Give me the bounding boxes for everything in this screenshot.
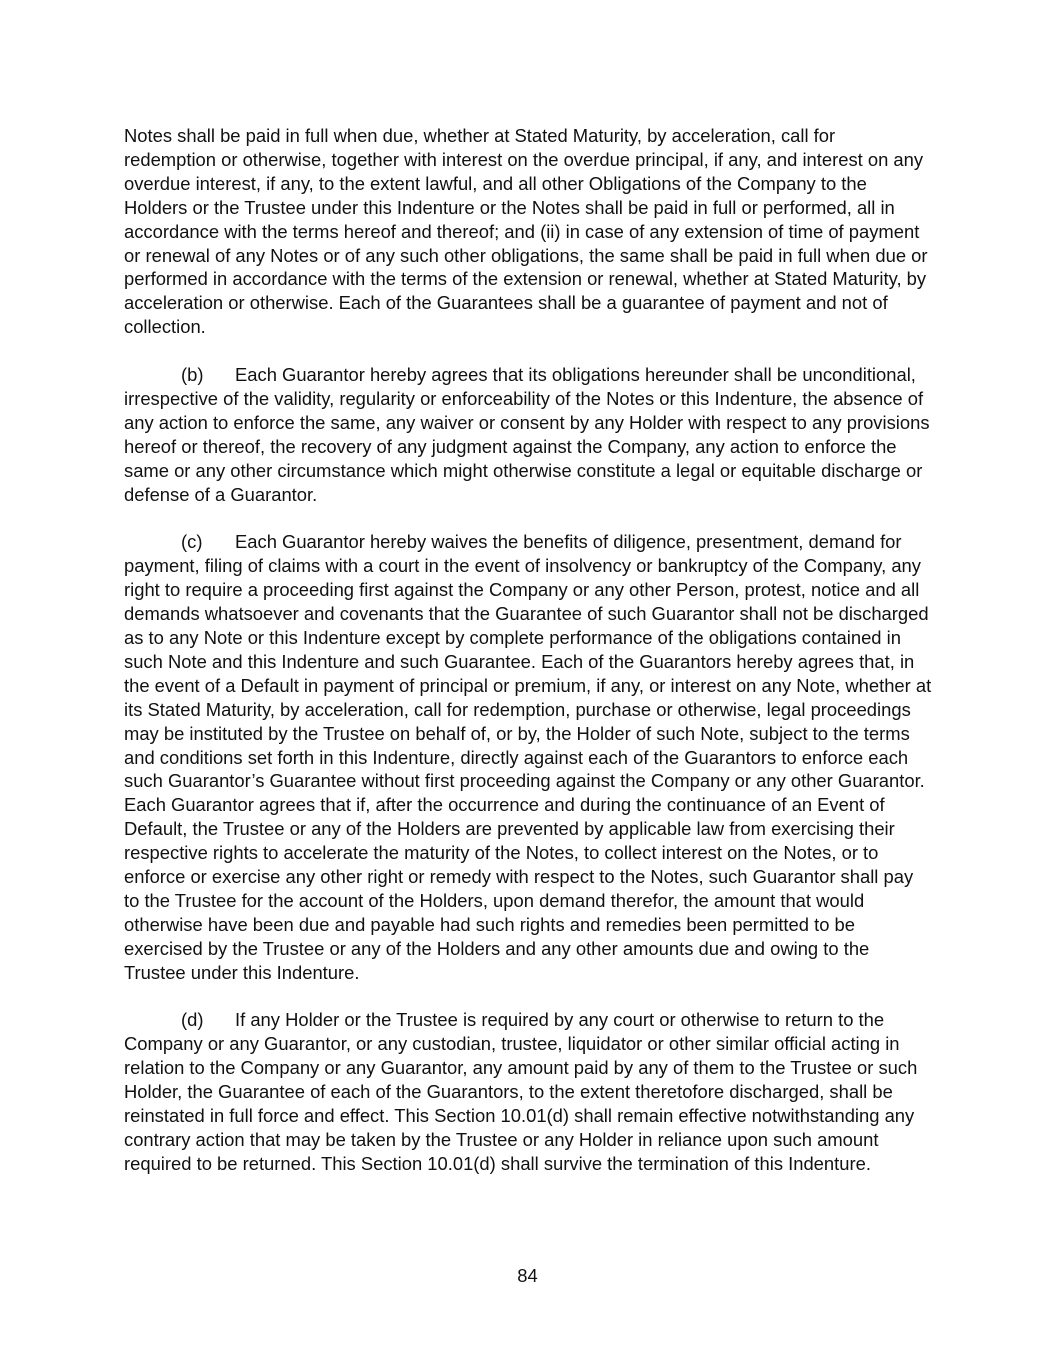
paragraph-label: (d)	[181, 1009, 204, 1031]
paragraph-text: Notes shall be paid in full when due, whether at Stated Maturity, by acceleration, call for redemption or otherwise, together with interest on the overdue principal, if any, and interest on any overdue interest, if any, to the extent lawful, and all other Obligations of the Company to the Holders or the Trustee under this Indenture or the Notes shall be paid in full or performed, all in accordance with the terms hereof and thereof; and (ii) in case of any extension of time of payment or renewal of any Notes or of any such other obligations, the same shall be paid in full when due or performed in accordance with the terms of the extension or renewal, whether at Stated Maturity, by acceleration or otherwise. Each of the Guarantees shall be a guarantee of payment and not of collection.	[124, 125, 928, 338]
paragraph-d	[124, 1008, 932, 1175]
paragraph-text: Each Guarantor hereby agrees that its obligations hereunder shall be unconditional, irrespective of the validity, regularity or enforceability of the Notes or this Indenture, the absence of any action to enforce the same, any waiver or consent by any Holder with respect to any provisions hereof or thereof, the recovery of any judgment against the Company, any action to enforce the same or any other circumstance which might otherwise constitute a legal or equitable discharge or defense of a Guarantor.	[124, 364, 930, 505]
paragraph-label: (b)	[181, 364, 204, 386]
paragraph-b	[124, 363, 932, 506]
paragraph-label: (c)	[181, 531, 203, 553]
paragraph-continuation	[124, 124, 932, 339]
paragraph-text: Each Guarantor hereby waives the benefits of diligence, presentment, demand for payment, filing of claims with a court in the event of insolvency or bankruptcy of the Company, any right to require a proceeding first against the Company or any other Person, protest, notice and all demands whatsoever and covenants that the Guarantee of such Guarantor shall not be discharged as to any Note or this Indenture except by complete performance of the obligations contained in such Note and this Indenture and such Guarantee. Each of the Guarantors hereby agrees that, in the event of a Default in payment of principal or premium, if any, or interest on any Note, whether at its Stated Maturity, by acceleration, call for redemption, purchase or otherwise, legal proceedings may be instituted by the Trustee on behalf of, or by, the Holder of such Note, subject to the terms and conditions set forth in this Indenture, directly against each of the Guarantors to enforce each such Guarantor’s Guarantee without first proceeding against the Company or any other Guarantor. Each Guarantor agrees that if, after the occurrence and during the continuance of an Event of Default, the Trustee or any of the Holders are prevented by applicable law from exercising their respective rights to accelerate the maturity of the Notes, to collect interest on the Notes, or to enforce or exercise any other right or remedy with respect to the Notes, such Guarantor shall pay to the Trustee for the account of the Holders, upon demand therefor, the amount that would otherwise have been due and payable had such rights and remedies been permitted to be exercised by the Trustee or any of the Holders and any other amounts due and owing to the Trustee under this Indenture.	[124, 531, 932, 983]
document-page	[124, 124, 932, 1200]
paragraph-text: If any Holder or the Trustee is required by any court or otherwise to return to the Company or any Guarantor, or any custodian, trustee, liquidator or other similar official acting in relation to the Company or any Guarantor, any amount paid by any of them to the Trustee or such Holder, the Guarantee of each of the Guarantors, to the extent theretofore discharged, shall be reinstated in full force and effect. This Section 10.01(d) shall remain effective notwithstanding any contrary action that may be taken by the Trustee or any Holder in reliance upon such amount required to be returned. This Section 10.01(d) shall survive the termination of this Indenture.	[124, 1009, 918, 1174]
paragraph-c	[124, 530, 932, 984]
page-number: 84	[517, 1265, 538, 1286]
